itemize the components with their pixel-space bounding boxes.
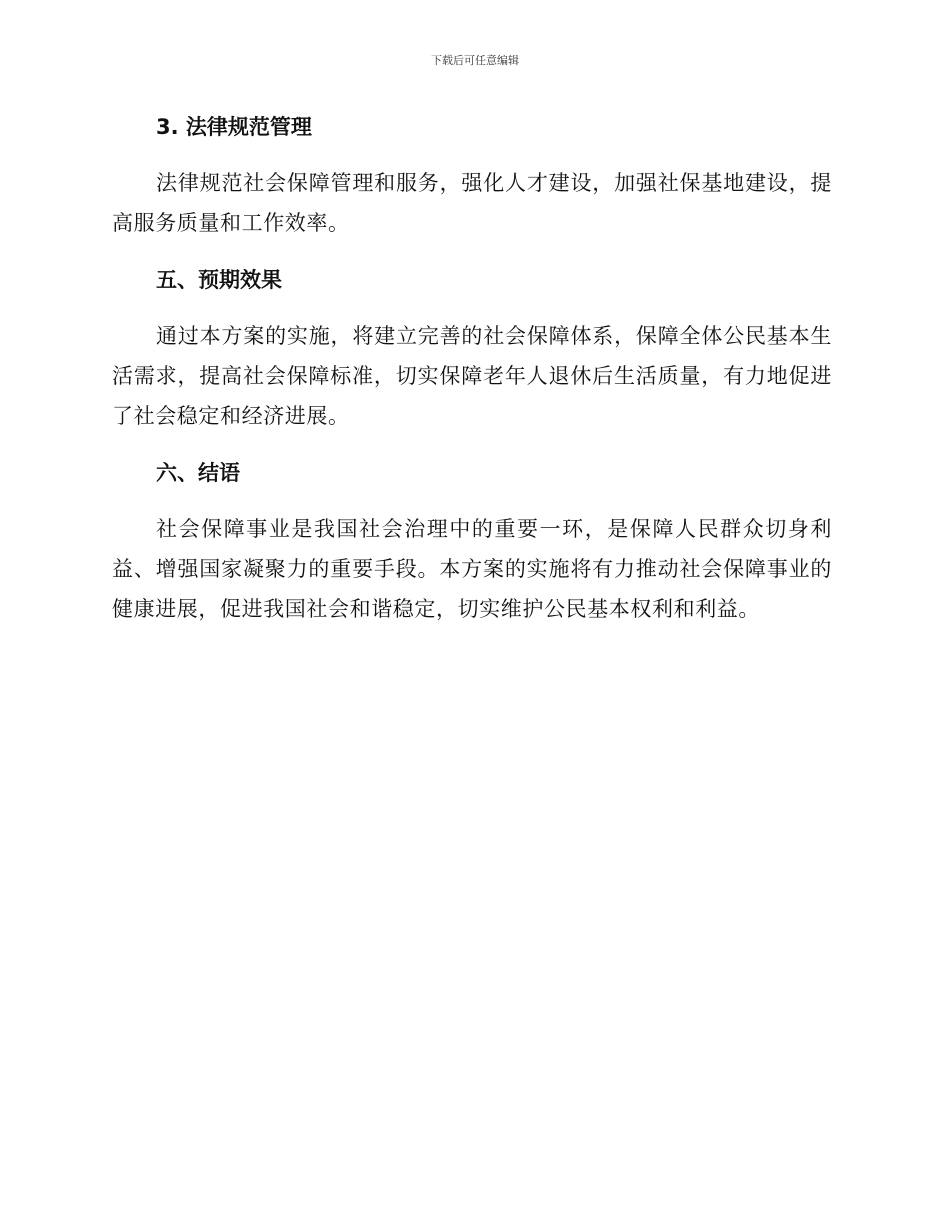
document-body bbox=[112, 108, 832, 629]
section-paragraph-legal-management: 法律规范社会保障管理和服务，强化人才建设，加强社保基地建设，提高服务质量和工作效率。 bbox=[112, 171, 832, 235]
header-note: 下载后可任意编辑 bbox=[431, 54, 519, 67]
section-paragraph-conclusion: 社会保障事业是我国社会治理中的重要一环，是保障人民群众切身利益、增强国家凝聚力的重要手段。本方案的实施将有力推动社会保障事业的健康进展，促进我国社会和谐稳定，切实维护公民基本权利和利益。 bbox=[112, 517, 832, 621]
section-paragraph-expected-effects: 通过本方案的实施，将建立完善的社会保障体系，保障全体公民基本生活需求，提高社会保障标准，切实保障老年人退休后生活质量，有力地促进了社会稳定和经济进展。 bbox=[112, 324, 832, 428]
section-heading-conclusion: 六、结语 bbox=[156, 461, 240, 485]
section-heading-expected-effects: 五、预期效果 bbox=[156, 268, 282, 292]
section-heading-legal-management: 3. 法律规范管理 bbox=[156, 115, 312, 139]
